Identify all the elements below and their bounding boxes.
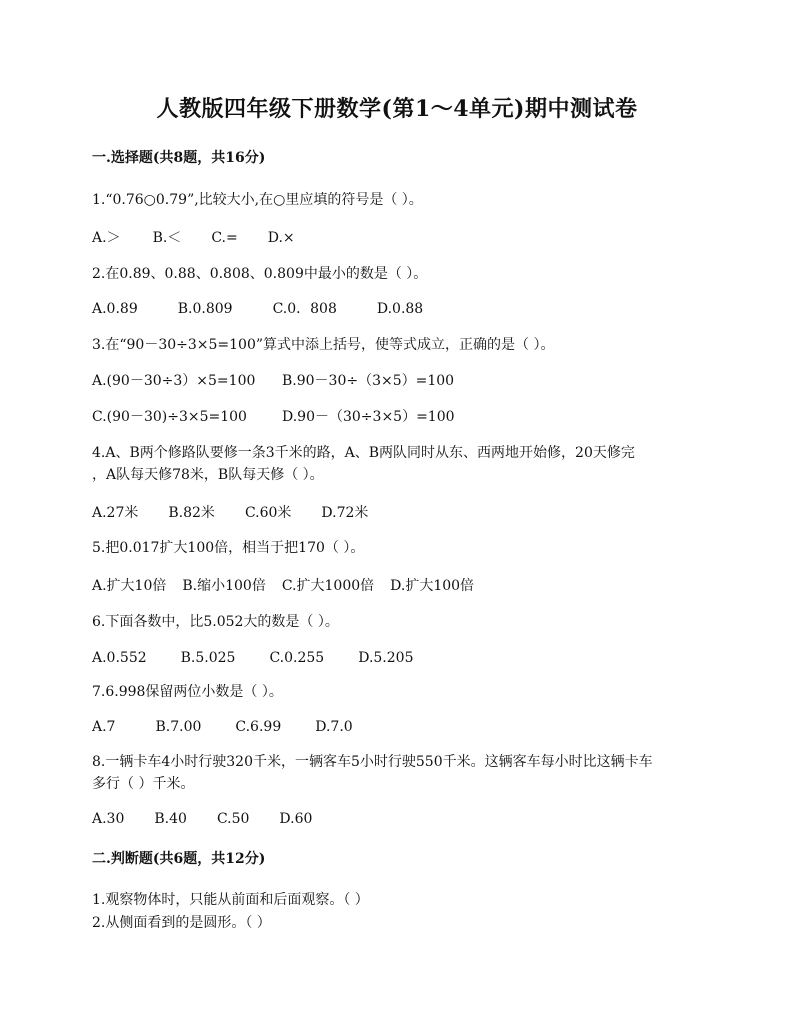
option-c: C.扩大1000倍 xyxy=(281,578,375,594)
judgment-1-text: 1.观察物体时，只能从前面和后面观察。（ ） xyxy=(92,892,369,908)
option-a: A.(90－30÷3）×5=100 xyxy=(92,373,256,389)
option-b: B.＜ xyxy=(152,230,182,246)
question-5-options xyxy=(92,576,722,596)
option-d: D.扩大100倍 xyxy=(390,578,475,594)
option-d: D.0.88 xyxy=(376,301,424,317)
option-a: A.30 xyxy=(92,811,125,827)
question-7-text: 7.6.998保留两位小数是（ ）。 xyxy=(92,684,283,700)
question-4-options xyxy=(92,503,722,523)
question-6-text: 6.下面各数中，比5.052大的数是（ ）。 xyxy=(92,614,339,630)
option-b: B.缩小100倍 xyxy=(182,578,266,594)
option-d: D.5.205 xyxy=(358,650,414,666)
question-1-text: 1.“0.76○0.79”,比较大小,在○里应填的符号是（ ）。 xyxy=(92,192,423,208)
question-1-options xyxy=(92,228,722,248)
option-d: D.× xyxy=(267,230,295,246)
option-b: B.5.025 xyxy=(180,650,236,666)
question-2-options xyxy=(92,299,722,319)
option-b: B.0.809 xyxy=(177,301,233,317)
option-a: A.＞ xyxy=(92,230,121,246)
question-2-text: 2.在0.89、0.88、0.808、0.809中最小的数是（ ）。 xyxy=(92,266,428,282)
question-3-options-row2 xyxy=(92,407,722,427)
question-6-options xyxy=(92,648,722,668)
exam-title: 人教版四年级下册数学(第1～4单元)期中测试卷 xyxy=(156,96,638,122)
question-3-options-row1 xyxy=(92,371,722,391)
option-a: A.27米 xyxy=(92,505,139,521)
option-d: D.7.0 xyxy=(315,719,353,735)
option-b: B.90－30÷（3×5）=100 xyxy=(282,373,455,389)
option-a: A.扩大10倍 xyxy=(92,578,167,594)
option-a: A.0.552 xyxy=(92,650,147,666)
option-d: D.90－（30÷3×5）=100 xyxy=(282,409,455,425)
question-8-options xyxy=(92,809,722,829)
judgment-2-text: 2.从侧面看到的是圆形。（ ） xyxy=(92,915,271,931)
option-d: D.72米 xyxy=(321,505,369,521)
option-c: C.0.255 xyxy=(269,650,325,666)
option-c: C.0．808 xyxy=(272,301,337,317)
question-4-text-line1: 4.A、B两个修路队要修一条3千米的路，A、B两队同时从东、西两地开始修，20天修完 xyxy=(92,445,635,461)
question-3-text: 3.在“90－30÷3×5=100”算式中添上括号，使等式成立，正确的是（ ）。 xyxy=(92,337,555,353)
option-d: D.60 xyxy=(279,811,313,827)
option-b: B.82米 xyxy=(168,505,215,521)
option-c: C.50 xyxy=(216,811,250,827)
option-b: B.40 xyxy=(154,811,187,827)
question-5-text: 5.把0.017扩大100倍，相当于把170（ ）。 xyxy=(92,540,365,556)
option-a: A.7 xyxy=(92,719,116,735)
section-heading-judgment: 二.判断题(共6题，共12分) xyxy=(92,851,266,867)
option-a: A.0.89 xyxy=(92,301,138,317)
section-heading-choice: 一.选择题(共8题，共16分) xyxy=(92,150,266,166)
question-4-text-line2: ，A队每天修78米，B队每天修（ ）。 xyxy=(92,467,324,483)
option-b: B.7.00 xyxy=(155,719,202,735)
question-7-options xyxy=(92,717,722,737)
option-c: C.(90－30)÷3×5=100 xyxy=(92,409,247,425)
option-c: C.= xyxy=(211,230,238,246)
option-c: C.60米 xyxy=(244,505,292,521)
question-8-text-line2: 多行（ ）千米。 xyxy=(92,776,195,792)
question-8-text-line1: 8.一辆卡车4小时行驶320千米，一辆客车5小时行驶550千米。这辆客车每小时比这辆卡车 xyxy=(92,754,653,770)
option-c: C.6.99 xyxy=(235,719,282,735)
